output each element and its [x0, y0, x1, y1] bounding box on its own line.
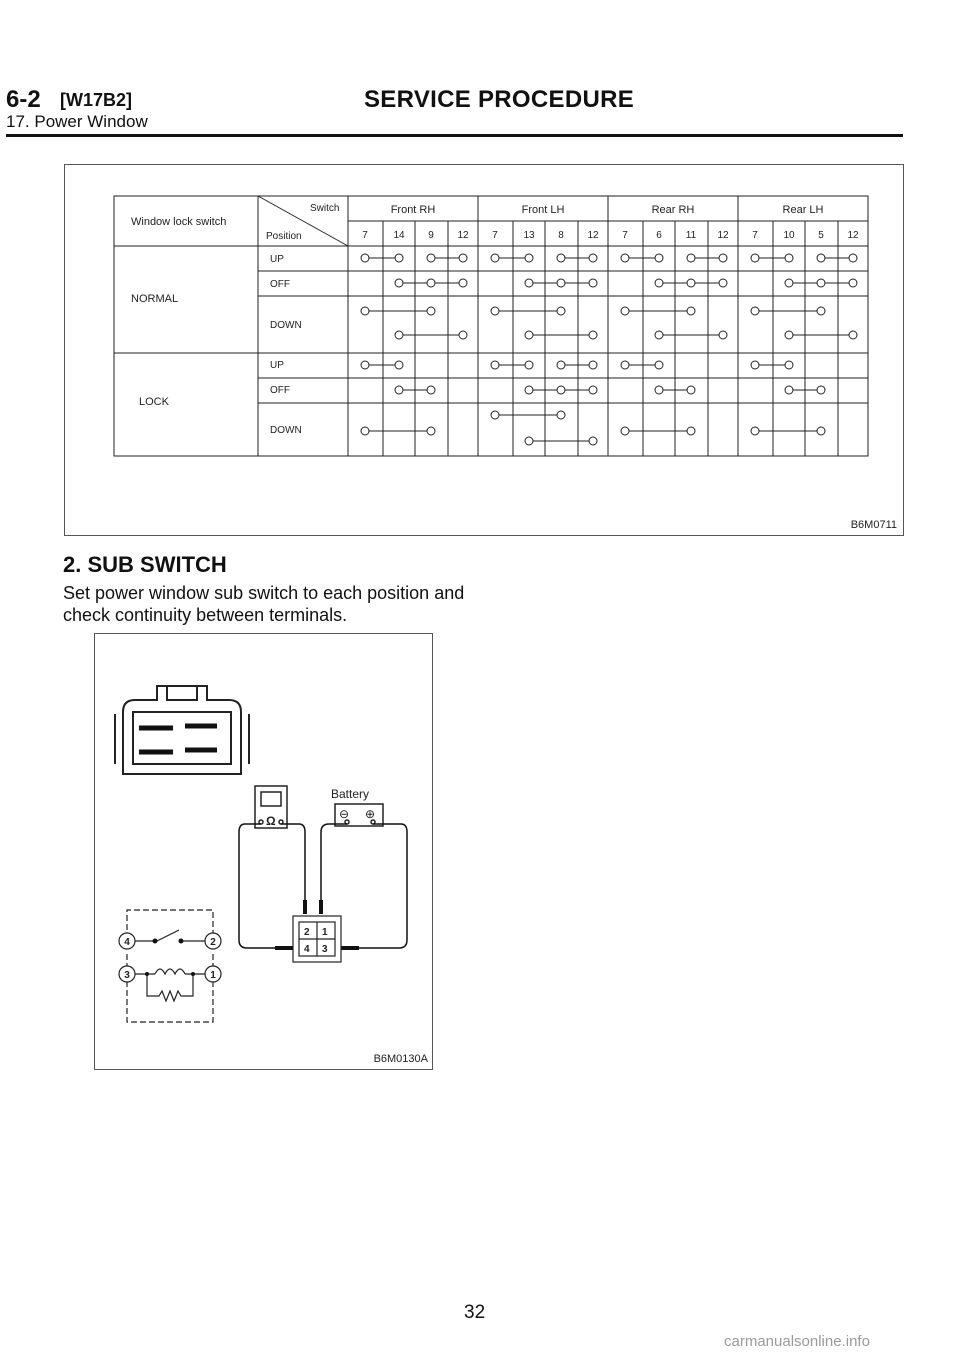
position-off-label: OFF	[270, 279, 290, 290]
terminal-label: 7	[752, 230, 758, 241]
terminal-label: 12	[587, 230, 599, 241]
position-down-label: DOWN	[270, 320, 302, 331]
figure-code: B6M0130A	[373, 1053, 428, 1065]
battery-plus: ⊕	[365, 807, 376, 821]
section-body: Set power window sub switch to each position and check continuity between terminals.	[63, 583, 465, 625]
terminal-label: 6	[656, 230, 662, 241]
sub-switch-figure	[94, 633, 433, 1070]
switch-schematic	[127, 910, 213, 1022]
section-number: 6-2	[6, 86, 41, 113]
connector-pins-icon	[139, 726, 217, 752]
group-front-rh: Front RH	[390, 204, 436, 216]
terminal-label: 12	[457, 230, 469, 241]
page-header	[6, 86, 956, 134]
terminal-label: 8	[558, 230, 564, 241]
section-heading: 2. SUB SWITCH	[63, 552, 227, 577]
terminal-label: 7	[362, 230, 368, 241]
group-rear-lh: Rear LH	[782, 204, 824, 216]
watermark: carmanualsonline.info	[724, 1333, 870, 1350]
terminal-label: 11	[685, 230, 697, 241]
connector-body-icon	[115, 686, 249, 774]
terminal-label: 12	[847, 230, 859, 241]
page-subtitle: 17. Power Window	[6, 112, 148, 131]
page-title: SERVICE PROCEDURE	[364, 86, 635, 113]
position-up-label: UP	[270, 254, 284, 265]
continuity-table-figure	[64, 164, 904, 536]
terminal-label: 9	[428, 230, 434, 241]
mode-lock-label: LOCK	[139, 396, 169, 408]
corner-switch-label: Switch	[310, 203, 340, 214]
terminal-label: 13	[523, 230, 535, 241]
continuity-lines	[361, 254, 857, 445]
connector-terminal-label: 2	[304, 927, 310, 938]
position-down-label: DOWN	[270, 425, 302, 436]
continuity-table	[65, 165, 903, 535]
test-connector-icon	[293, 916, 341, 962]
corner-top-label: Window lock switch	[131, 216, 227, 228]
terminal-label: 7	[622, 230, 628, 241]
mode-normal-label: NORMAL	[131, 293, 179, 305]
schematic-terminal-label: 2	[210, 937, 216, 948]
group-front-lh: Front LH	[521, 204, 565, 216]
schematic-nodes	[145, 939, 195, 977]
group-rear-rh: Rear RH	[651, 204, 695, 216]
header-rule	[6, 134, 903, 137]
section-code: [W17B2]	[60, 90, 133, 110]
figure-code: B6M0711	[850, 519, 897, 531]
connector-terminal-label: 1	[322, 927, 328, 938]
schematic-terminal-label: 1	[210, 970, 216, 981]
terminal-label: 14	[393, 230, 405, 241]
schematic-terminal-label: 3	[124, 970, 130, 981]
schematic-terminal-label: 4	[124, 937, 130, 948]
battery-label: Battery	[331, 787, 370, 801]
terminal-label: 10	[783, 230, 795, 241]
sub-switch-diagram	[95, 634, 432, 1069]
terminal-label: 12	[717, 230, 729, 241]
connector-terminal-label: 4	[304, 944, 310, 955]
ohm-symbol: Ω	[266, 814, 276, 828]
terminal-circles	[119, 933, 221, 982]
terminal-label: 7	[492, 230, 498, 241]
corner-position-label: Position	[266, 231, 302, 242]
connector-terminal-label: 3	[322, 944, 328, 955]
position-up-label: UP	[270, 360, 284, 371]
page-number: 32	[464, 1302, 486, 1323]
terminal-label: 5	[818, 230, 824, 241]
position-off-label: OFF	[270, 385, 290, 396]
battery-minus: ⊖	[339, 807, 350, 821]
